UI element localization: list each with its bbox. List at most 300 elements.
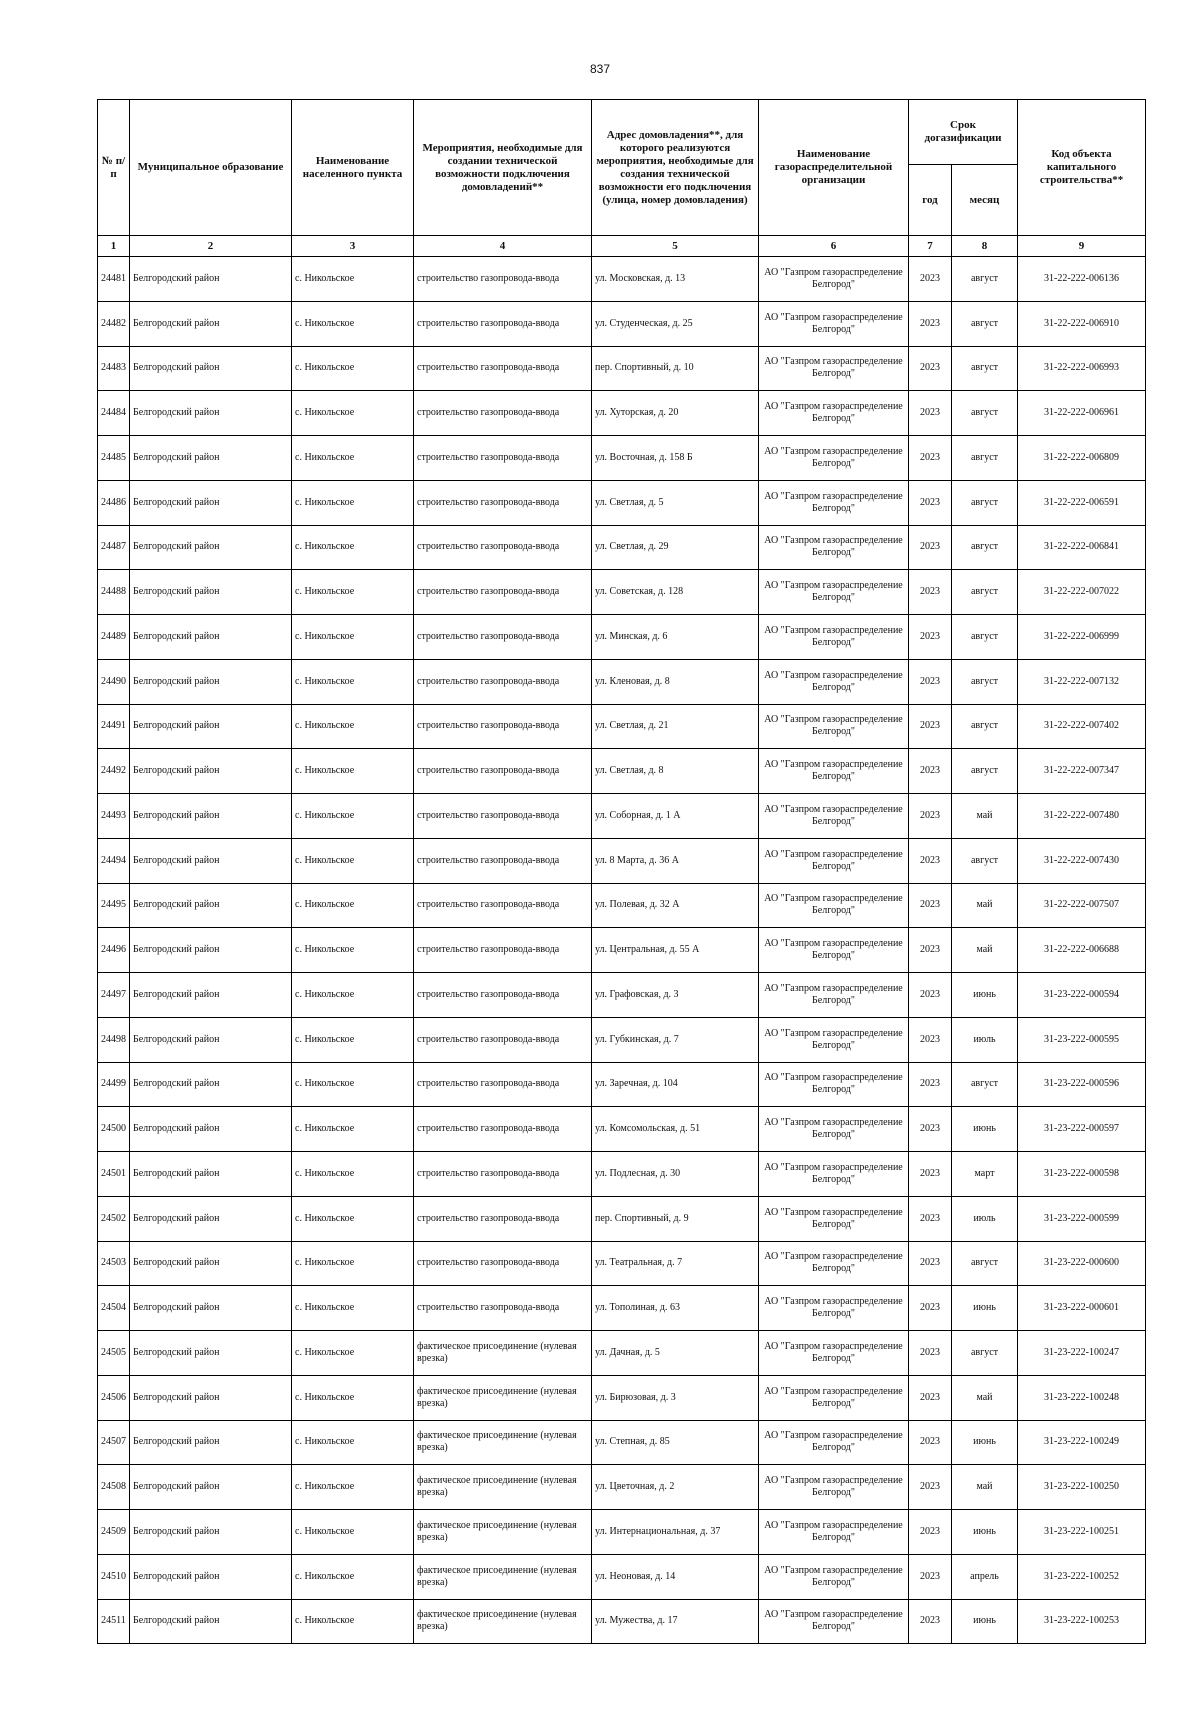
address-cell: ул. Светлая, д. 29 (592, 525, 759, 570)
table-row (98, 1241, 1146, 1286)
row-number: 24505 (98, 1331, 130, 1376)
municipality-cell: Белгородский район (130, 1554, 292, 1599)
organization-cell: АО "Газпром газораспределение Белгород" (759, 391, 909, 436)
settlement-cell: с. Никольское (292, 301, 414, 346)
month-cell: май (952, 794, 1018, 839)
municipality-cell: Белгородский район (130, 704, 292, 749)
object-code-cell: 31-22-222-006999 (1018, 615, 1146, 660)
column-number-row (98, 236, 1146, 257)
settlement-cell: с. Никольское (292, 749, 414, 794)
month-cell: июнь (952, 1510, 1018, 1555)
settlement-cell: с. Никольское (292, 1599, 414, 1644)
object-code-cell: 31-23-222-100249 (1018, 1420, 1146, 1465)
address-cell: ул. Заречная, д. 104 (592, 1062, 759, 1107)
address-cell: ул. Тополиная, д. 63 (592, 1286, 759, 1331)
object-code-cell: 31-22-222-006591 (1018, 480, 1146, 525)
row-number: 24501 (98, 1152, 130, 1197)
year-cell: 2023 (909, 1510, 952, 1555)
settlement-cell: с. Никольское (292, 1286, 414, 1331)
column-number: 9 (1018, 236, 1146, 257)
year-cell: 2023 (909, 570, 952, 615)
row-number: 24484 (98, 391, 130, 436)
object-code-cell: 31-22-222-006688 (1018, 928, 1146, 973)
address-cell: пер. Спортивный, д. 10 (592, 346, 759, 391)
row-number: 24485 (98, 436, 130, 481)
municipality-cell: Белгородский район (130, 346, 292, 391)
year-cell: 2023 (909, 391, 952, 436)
row-number: 24509 (98, 1510, 130, 1555)
measure-cell: фактическое присоединение (нулевая врезка) (414, 1599, 592, 1644)
measure-cell: строительство газопровода-ввода (414, 570, 592, 615)
address-cell: пер. Спортивный, д. 9 (592, 1196, 759, 1241)
row-number: 24497 (98, 973, 130, 1018)
organization-cell: АО "Газпром газораспределение Белгород" (759, 1375, 909, 1420)
year-cell: 2023 (909, 1152, 952, 1197)
measure-cell: строительство газопровода-ввода (414, 973, 592, 1018)
address-cell: ул. Московская, д. 13 (592, 257, 759, 302)
municipality-cell: Белгородский район (130, 1599, 292, 1644)
row-number: 24500 (98, 1107, 130, 1152)
organization-cell: АО "Газпром газораспределение Белгород" (759, 1465, 909, 1510)
month-cell: август (952, 570, 1018, 615)
object-code-cell: 31-22-222-007480 (1018, 794, 1146, 839)
object-code-cell: 31-23-222-000600 (1018, 1241, 1146, 1286)
row-number: 24499 (98, 1062, 130, 1107)
object-code-cell: 31-22-222-007507 (1018, 883, 1146, 928)
organization-cell: АО "Газпром газораспределение Белгород" (759, 1554, 909, 1599)
header-col-number: № п/п (98, 100, 130, 236)
organization-cell: АО "Газпром газораспределение Белгород" (759, 1196, 909, 1241)
month-cell: август (952, 301, 1018, 346)
organization-cell: АО "Газпром газораспределение Белгород" (759, 928, 909, 973)
table-row (98, 1062, 1146, 1107)
address-cell: ул. Неоновая, д. 14 (592, 1554, 759, 1599)
row-number: 24506 (98, 1375, 130, 1420)
month-cell: август (952, 615, 1018, 660)
row-number: 24507 (98, 1420, 130, 1465)
measure-cell: строительство газопровода-ввода (414, 1062, 592, 1107)
organization-cell: АО "Газпром газораспределение Белгород" (759, 1331, 909, 1376)
measure-cell: строительство газопровода-ввода (414, 659, 592, 704)
year-cell: 2023 (909, 794, 952, 839)
month-cell: август (952, 480, 1018, 525)
measure-cell: строительство газопровода-ввода (414, 301, 592, 346)
measure-cell: фактическое присоединение (нулевая врезка) (414, 1465, 592, 1510)
year-cell: 2023 (909, 1599, 952, 1644)
header-col-deadline-group: Срок догазификации (909, 100, 1018, 165)
table-row (98, 1196, 1146, 1241)
municipality-cell: Белгородский район (130, 883, 292, 928)
year-cell: 2023 (909, 1286, 952, 1331)
organization-cell: АО "Газпром газораспределение Белгород" (759, 1599, 909, 1644)
table-row (98, 1017, 1146, 1062)
settlement-cell: с. Никольское (292, 973, 414, 1018)
object-code-cell: 31-22-222-007430 (1018, 838, 1146, 883)
address-cell: ул. Интернациональная, д. 37 (592, 1510, 759, 1555)
column-number: 8 (952, 236, 1018, 257)
table-body (98, 257, 1146, 1644)
organization-cell: АО "Газпром газораспределение Белгород" (759, 883, 909, 928)
municipality-cell: Белгородский район (130, 436, 292, 481)
measure-cell: строительство газопровода-ввода (414, 436, 592, 481)
municipality-cell: Белгородский район (130, 749, 292, 794)
measure-cell: строительство газопровода-ввода (414, 391, 592, 436)
settlement-cell: с. Никольское (292, 1375, 414, 1420)
column-number: 7 (909, 236, 952, 257)
address-cell: ул. Дачная, д. 5 (592, 1331, 759, 1376)
object-code-cell: 31-22-222-006136 (1018, 257, 1146, 302)
municipality-cell: Белгородский район (130, 1062, 292, 1107)
header-row-top (98, 100, 1146, 165)
municipality-cell: Белгородский район (130, 615, 292, 660)
organization-cell: АО "Газпром газораспределение Белгород" (759, 1286, 909, 1331)
object-code-cell: 31-22-222-006841 (1018, 525, 1146, 570)
column-number: 3 (292, 236, 414, 257)
row-number: 24490 (98, 659, 130, 704)
settlement-cell: с. Никольское (292, 525, 414, 570)
measure-cell: фактическое присоединение (нулевая врезка) (414, 1375, 592, 1420)
organization-cell: АО "Газпром газораспределение Белгород" (759, 704, 909, 749)
municipality-cell: Белгородский район (130, 1465, 292, 1510)
settlement-cell: с. Никольское (292, 1062, 414, 1107)
year-cell: 2023 (909, 749, 952, 794)
measure-cell: строительство газопровода-ввода (414, 346, 592, 391)
month-cell: август (952, 1331, 1018, 1376)
municipality-cell: Белгородский район (130, 257, 292, 302)
month-cell: май (952, 928, 1018, 973)
organization-cell: АО "Газпром газораспределение Белгород" (759, 838, 909, 883)
municipality-cell: Белгородский район (130, 391, 292, 436)
address-cell: ул. Полевая, д. 32 А (592, 883, 759, 928)
municipality-cell: Белгородский район (130, 1375, 292, 1420)
organization-cell: АО "Газпром газораспределение Белгород" (759, 436, 909, 481)
table-row (98, 1510, 1146, 1555)
table-row (98, 1599, 1146, 1644)
address-cell: ул. Светлая, д. 5 (592, 480, 759, 525)
municipality-cell: Белгородский район (130, 659, 292, 704)
municipality-cell: Белгородский район (130, 928, 292, 973)
organization-cell: АО "Газпром газораспределение Белгород" (759, 480, 909, 525)
column-number: 6 (759, 236, 909, 257)
object-code-cell: 31-22-222-007132 (1018, 659, 1146, 704)
row-number: 24493 (98, 794, 130, 839)
address-cell: ул. Кленовая, д. 8 (592, 659, 759, 704)
address-cell: ул. Советская, д. 128 (592, 570, 759, 615)
settlement-cell: с. Никольское (292, 1152, 414, 1197)
settlement-cell: с. Никольское (292, 1107, 414, 1152)
settlement-cell: с. Никольское (292, 570, 414, 615)
row-number: 24502 (98, 1196, 130, 1241)
month-cell: май (952, 1375, 1018, 1420)
header-col-organization: Наименование газораспределительной организации (759, 100, 909, 236)
year-cell: 2023 (909, 480, 952, 525)
address-cell: ул. Соборная, д. 1 А (592, 794, 759, 839)
table-row (98, 838, 1146, 883)
measure-cell: строительство газопровода-ввода (414, 1241, 592, 1286)
object-code-cell: 31-22-222-006961 (1018, 391, 1146, 436)
year-cell: 2023 (909, 973, 952, 1018)
year-cell: 2023 (909, 257, 952, 302)
settlement-cell: с. Никольское (292, 659, 414, 704)
table-row (98, 1107, 1146, 1152)
measure-cell: строительство газопровода-ввода (414, 704, 592, 749)
table-row (98, 1375, 1146, 1420)
header-col-year: год (909, 165, 952, 236)
year-cell: 2023 (909, 1062, 952, 1107)
table-row (98, 973, 1146, 1018)
year-cell: 2023 (909, 659, 952, 704)
object-code-cell: 31-23-222-000595 (1018, 1017, 1146, 1062)
settlement-cell: с. Никольское (292, 257, 414, 302)
header-col-municipality: Муниципальное образование (130, 100, 292, 236)
measure-cell: строительство газопровода-ввода (414, 794, 592, 839)
year-cell: 2023 (909, 615, 952, 660)
table-row (98, 257, 1146, 302)
row-number: 24510 (98, 1554, 130, 1599)
address-cell: ул. Подлесная, д. 30 (592, 1152, 759, 1197)
year-cell: 2023 (909, 1375, 952, 1420)
municipality-cell: Белгородский район (130, 1331, 292, 1376)
measure-cell: строительство газопровода-ввода (414, 1286, 592, 1331)
measure-cell: строительство газопровода-ввода (414, 1017, 592, 1062)
row-number: 24495 (98, 883, 130, 928)
object-code-cell: 31-23-222-000599 (1018, 1196, 1146, 1241)
table-row (98, 749, 1146, 794)
year-cell: 2023 (909, 436, 952, 481)
month-cell: август (952, 749, 1018, 794)
year-cell: 2023 (909, 301, 952, 346)
table-row (98, 480, 1146, 525)
measure-cell: фактическое присоединение (нулевая врезка) (414, 1510, 592, 1555)
address-cell: ул. Студенческая, д. 25 (592, 301, 759, 346)
object-code-cell: 31-23-222-000596 (1018, 1062, 1146, 1107)
row-number: 24481 (98, 257, 130, 302)
municipality-cell: Белгородский район (130, 1196, 292, 1241)
address-cell: ул. Мужества, д. 17 (592, 1599, 759, 1644)
table-row (98, 525, 1146, 570)
row-number: 24504 (98, 1286, 130, 1331)
table-row (98, 346, 1146, 391)
month-cell: август (952, 838, 1018, 883)
object-code-cell: 31-23-222-100251 (1018, 1510, 1146, 1555)
month-cell: август (952, 525, 1018, 570)
month-cell: июнь (952, 1599, 1018, 1644)
settlement-cell: с. Никольское (292, 391, 414, 436)
table-row (98, 704, 1146, 749)
gasification-table (97, 99, 1146, 1644)
address-cell: ул. Минская, д. 6 (592, 615, 759, 660)
settlement-cell: с. Никольское (292, 928, 414, 973)
row-number: 24482 (98, 301, 130, 346)
column-number: 4 (414, 236, 592, 257)
year-cell: 2023 (909, 525, 952, 570)
organization-cell: АО "Газпром газораспределение Белгород" (759, 1107, 909, 1152)
address-cell: ул. Губкинская, д. 7 (592, 1017, 759, 1062)
object-code-cell: 31-23-222-000594 (1018, 973, 1146, 1018)
measure-cell: строительство газопровода-ввода (414, 525, 592, 570)
month-cell: август (952, 391, 1018, 436)
measure-cell: строительство газопровода-ввода (414, 838, 592, 883)
organization-cell: АО "Газпром газораспределение Белгород" (759, 301, 909, 346)
settlement-cell: с. Никольское (292, 615, 414, 660)
municipality-cell: Белгородский район (130, 1241, 292, 1286)
organization-cell: АО "Газпром газораспределение Белгород" (759, 794, 909, 839)
table-row (98, 1465, 1146, 1510)
year-cell: 2023 (909, 838, 952, 883)
municipality-cell: Белгородский район (130, 1420, 292, 1465)
measure-cell: строительство газопровода-ввода (414, 615, 592, 660)
table-row (98, 436, 1146, 481)
measure-cell: строительство газопровода-ввода (414, 257, 592, 302)
address-cell: ул. Центральная, д. 55 А (592, 928, 759, 973)
organization-cell: АО "Газпром газораспределение Белгород" (759, 525, 909, 570)
address-cell: ул. Светлая, д. 21 (592, 704, 759, 749)
year-cell: 2023 (909, 1196, 952, 1241)
table-row (98, 391, 1146, 436)
address-cell: ул. Хуторская, д. 20 (592, 391, 759, 436)
organization-cell: АО "Газпром газораспределение Белгород" (759, 257, 909, 302)
month-cell: март (952, 1152, 1018, 1197)
object-code-cell: 31-23-222-100253 (1018, 1599, 1146, 1644)
object-code-cell: 31-23-222-000598 (1018, 1152, 1146, 1197)
object-code-cell: 31-22-222-007022 (1018, 570, 1146, 615)
municipality-cell: Белгородский район (130, 480, 292, 525)
address-cell: ул. Цветочная, д. 2 (592, 1465, 759, 1510)
object-code-cell: 31-23-222-100252 (1018, 1554, 1146, 1599)
object-code-cell: 31-23-222-100248 (1018, 1375, 1146, 1420)
table-row (98, 615, 1146, 660)
organization-cell: АО "Газпром газораспределение Белгород" (759, 1510, 909, 1555)
row-number: 24491 (98, 704, 130, 749)
year-cell: 2023 (909, 346, 952, 391)
row-number: 24487 (98, 525, 130, 570)
month-cell: июль (952, 1196, 1018, 1241)
municipality-cell: Белгородский район (130, 838, 292, 883)
month-cell: август (952, 659, 1018, 704)
header-col-object-code: Код объекта капитального строительства** (1018, 100, 1146, 236)
measure-cell: строительство газопровода-ввода (414, 883, 592, 928)
header-col-month: месяц (952, 165, 1018, 236)
organization-cell: АО "Газпром газораспределение Белгород" (759, 659, 909, 704)
measure-cell: строительство газопровода-ввода (414, 480, 592, 525)
address-cell: ул. Комсомольская, д. 51 (592, 1107, 759, 1152)
settlement-cell: с. Никольское (292, 480, 414, 525)
table-row (98, 883, 1146, 928)
table-row (98, 794, 1146, 839)
organization-cell: АО "Газпром газораспределение Белгород" (759, 570, 909, 615)
address-cell: ул. Светлая, д. 8 (592, 749, 759, 794)
settlement-cell: с. Никольское (292, 1420, 414, 1465)
object-code-cell: 31-22-222-007402 (1018, 704, 1146, 749)
object-code-cell: 31-23-222-100247 (1018, 1331, 1146, 1376)
settlement-cell: с. Никольское (292, 1017, 414, 1062)
municipality-cell: Белгородский район (130, 794, 292, 839)
measure-cell: фактическое присоединение (нулевая врезка) (414, 1554, 592, 1599)
object-code-cell: 31-22-222-006993 (1018, 346, 1146, 391)
month-cell: август (952, 1062, 1018, 1107)
year-cell: 2023 (909, 883, 952, 928)
row-number: 24494 (98, 838, 130, 883)
address-cell: ул. Графовская, д. 3 (592, 973, 759, 1018)
row-number: 24503 (98, 1241, 130, 1286)
settlement-cell: с. Никольское (292, 346, 414, 391)
municipality-cell: Белгородский район (130, 1510, 292, 1555)
row-number: 24489 (98, 615, 130, 660)
table-row (98, 1152, 1146, 1197)
year-cell: 2023 (909, 1420, 952, 1465)
year-cell: 2023 (909, 1241, 952, 1286)
header-col-settlement: Наименование населенного пункта (292, 100, 414, 236)
municipality-cell: Белгородский район (130, 1107, 292, 1152)
month-cell: август (952, 257, 1018, 302)
year-cell: 2023 (909, 1107, 952, 1152)
settlement-cell: с. Никольское (292, 1465, 414, 1510)
municipality-cell: Белгородский район (130, 301, 292, 346)
settlement-cell: с. Никольское (292, 838, 414, 883)
municipality-cell: Белгородский район (130, 570, 292, 615)
municipality-cell: Белгородский район (130, 1286, 292, 1331)
object-code-cell: 31-23-222-000601 (1018, 1286, 1146, 1331)
month-cell: август (952, 346, 1018, 391)
settlement-cell: с. Никольское (292, 436, 414, 481)
municipality-cell: Белгородский район (130, 973, 292, 1018)
measure-cell: строительство газопровода-ввода (414, 928, 592, 973)
municipality-cell: Белгородский район (130, 525, 292, 570)
address-cell: ул. Восточная, д. 158 Б (592, 436, 759, 481)
month-cell: июнь (952, 1107, 1018, 1152)
settlement-cell: с. Никольское (292, 794, 414, 839)
object-code-cell: 31-22-222-007347 (1018, 749, 1146, 794)
row-number: 24511 (98, 1599, 130, 1644)
measure-cell: строительство газопровода-ввода (414, 1152, 592, 1197)
year-cell: 2023 (909, 704, 952, 749)
address-cell: ул. Театральная, д. 7 (592, 1241, 759, 1286)
month-cell: май (952, 883, 1018, 928)
column-number: 5 (592, 236, 759, 257)
month-cell: август (952, 1241, 1018, 1286)
header-col-measures: Мероприятия, необходимые для создании технической возможности подключения домовладений** (414, 100, 592, 236)
municipality-cell: Белгородский район (130, 1152, 292, 1197)
organization-cell: АО "Газпром газораспределение Белгород" (759, 973, 909, 1018)
table-row (98, 1286, 1146, 1331)
organization-cell: АО "Газпром газораспределение Белгород" (759, 615, 909, 660)
object-code-cell: 31-22-222-006910 (1018, 301, 1146, 346)
measure-cell: фактическое присоединение (нулевая врезка) (414, 1420, 592, 1465)
month-cell: июнь (952, 1286, 1018, 1331)
row-number: 24483 (98, 346, 130, 391)
month-cell: июнь (952, 973, 1018, 1018)
month-cell: июнь (952, 1420, 1018, 1465)
table-row (98, 659, 1146, 704)
measure-cell: строительство газопровода-ввода (414, 749, 592, 794)
row-number: 24492 (98, 749, 130, 794)
table-row (98, 570, 1146, 615)
address-cell: ул. Бирюзовая, д. 3 (592, 1375, 759, 1420)
table-row (98, 1420, 1146, 1465)
row-number: 24486 (98, 480, 130, 525)
table-row (98, 1331, 1146, 1376)
organization-cell: АО "Газпром газораспределение Белгород" (759, 1420, 909, 1465)
year-cell: 2023 (909, 1554, 952, 1599)
year-cell: 2023 (909, 1331, 952, 1376)
organization-cell: АО "Газпром газораспределение Белгород" (759, 1241, 909, 1286)
organization-cell: АО "Газпром газораспределение Белгород" (759, 346, 909, 391)
month-cell: август (952, 436, 1018, 481)
year-cell: 2023 (909, 1017, 952, 1062)
address-cell: ул. Степная, д. 85 (592, 1420, 759, 1465)
column-number: 2 (130, 236, 292, 257)
settlement-cell: с. Никольское (292, 1510, 414, 1555)
